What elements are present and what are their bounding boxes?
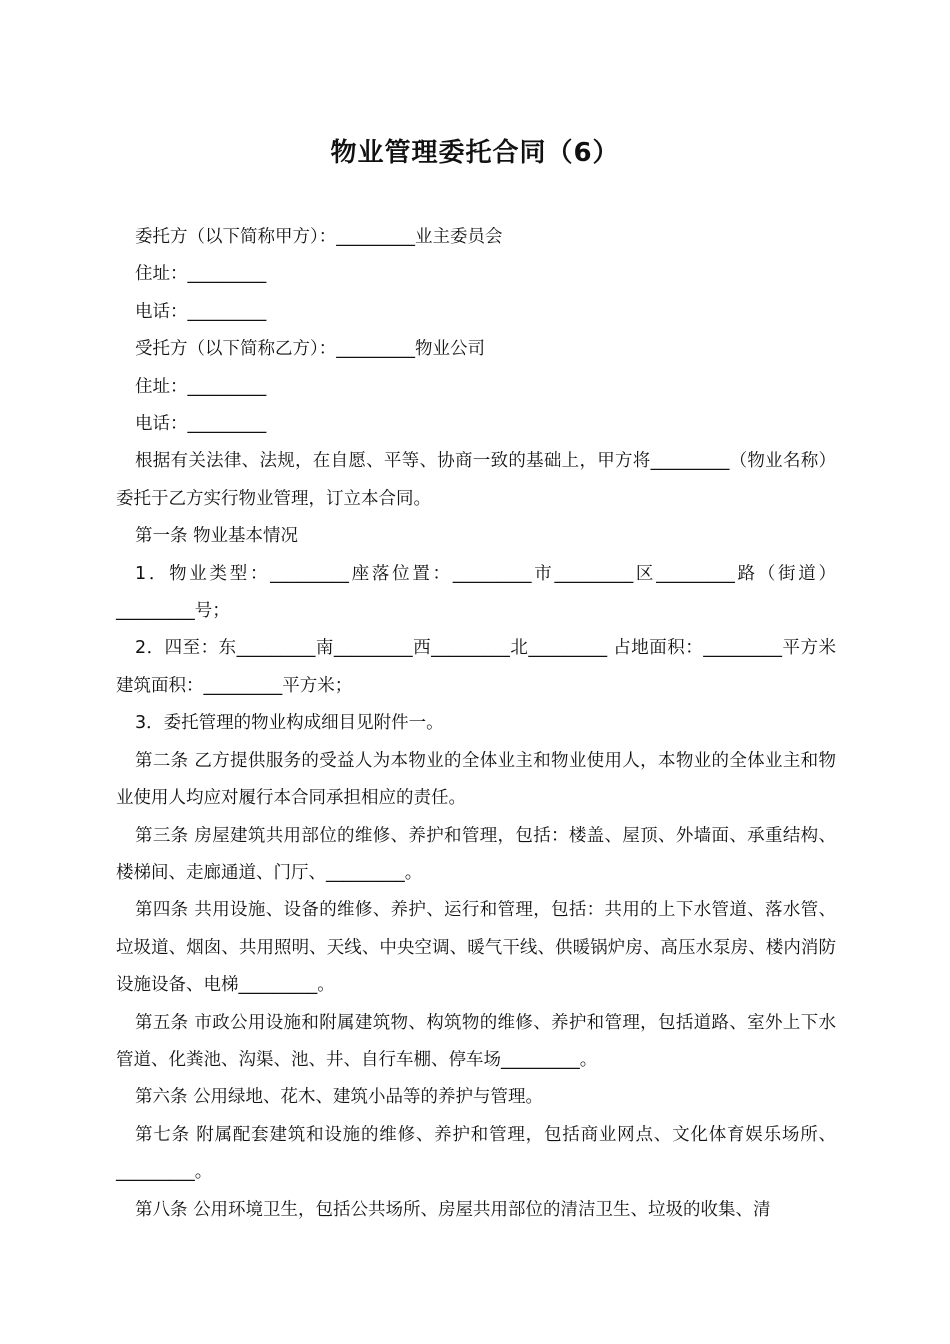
principal-address-line: 住址：_________ — [135, 264, 267, 285]
article-5-paragraph: 第五条 市政公用设施和附属建筑物、构筑物的维修、养护和管理，包括道路、室外上下水管道、化粪池、沟渠、池、井、自行车棚、停车场_________。 — [116, 1012, 836, 1070]
article-3-paragraph: 第三条 房屋建筑共用部位的维修、养护和管理，包括：楼盖、屋顶、外墙面、承重结构、楼梯间、走廊通道、门厅、_________。 — [116, 825, 836, 883]
article-8-paragraph: 第八条 公用环境卫生，包括公共场所、房屋共用部位的清洁卫生、垃圾的收集、清 — [135, 1199, 771, 1220]
article-1-item-2: 2．四至：东_________南_________西_________北_________ 占地面积：_________平方米 建筑面积：_________平方米； — [116, 638, 836, 696]
article-1-item-3: 3．委托管理的物业构成细目见附件一。 — [135, 713, 444, 734]
article-1-heading: 第一条 物业基本情况 — [135, 526, 299, 547]
document-body — [116, 219, 836, 1229]
article-6-paragraph: 第六条 公用绿地、花木、建筑小品等的养护与管理。 — [135, 1087, 544, 1108]
agent-party-line: 受托方（以下简称乙方）：_________物业公司 — [135, 339, 485, 360]
preamble-paragraph: 根据有关法律、法规，在自愿、平等、协商一致的基础上，甲方将_________（物业名称）委托于乙方实行物业管理，订立本合同。 — [116, 451, 836, 509]
agent-address-line: 住址：_________ — [135, 376, 267, 397]
document-title: 物业管理委托合同（6） — [330, 138, 620, 168]
article-7-paragraph: 第七条 附属配套建筑和设施的维修、养护和管理，包括商业网点、文化体育娱乐场所、_________。 — [116, 1124, 836, 1183]
article-4-paragraph: 第四条 共用设施、设备的维修、养护、运行和管理，包括：共用的上下水管道、落水管、垃圾道、烟囱、共用照明、天线、中央空调、暖气干线、供暖锅炉房、高压水泵房、楼内消防设施设备、电梯_________。 — [116, 900, 836, 996]
article-2-paragraph: 第二条 乙方提供服务的受益人为本物业的全体业主和物业使用人，本物业的全体业主和物业使用人均应对履行本合同承担相应的责任。 — [116, 750, 836, 809]
article-1-item-1: 1．物业类型：_________座落位置：_________市_________区_________路（街道）_________号； — [116, 563, 836, 622]
principal-party-line: 委托方（以下简称甲方）：_________业主委员会 — [135, 227, 503, 247]
principal-phone-line: 电话：_________ — [135, 301, 267, 322]
agent-phone-line: 电话：_________ — [135, 414, 267, 435]
